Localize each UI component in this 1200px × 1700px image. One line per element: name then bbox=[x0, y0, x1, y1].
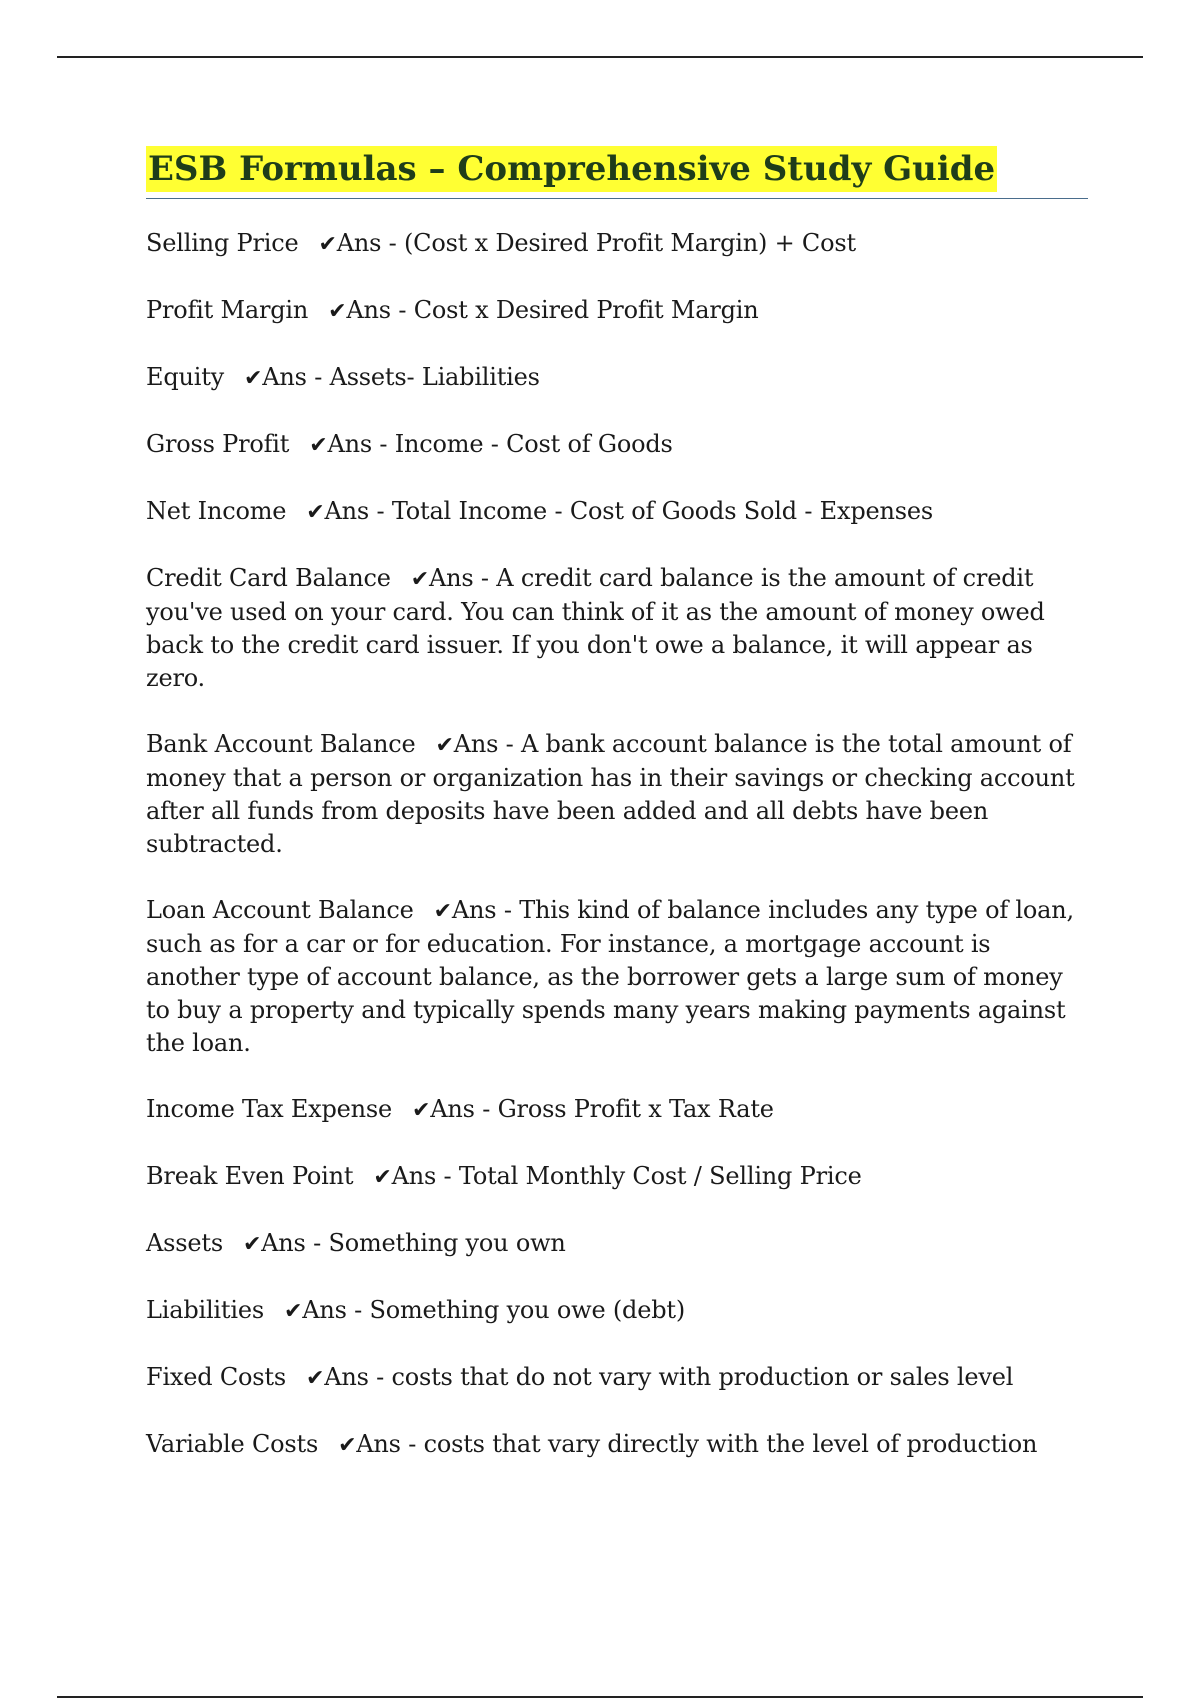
title-block bbox=[146, 146, 1088, 199]
list-item bbox=[146, 495, 1088, 529]
entry-term: Assets bbox=[146, 1229, 223, 1257]
list-item bbox=[146, 894, 1088, 1060]
list-item bbox=[146, 1227, 1088, 1261]
ans-label: Ans bbox=[356, 1430, 401, 1458]
ans-label: Ans bbox=[451, 896, 497, 924]
entry-definition: Something you own bbox=[328, 1229, 566, 1257]
entry-definition: Assets- Liabilities bbox=[329, 363, 540, 391]
entry-definition: Cost x Desired Profit Margin bbox=[413, 296, 759, 324]
entry-term: Selling Price bbox=[146, 229, 299, 257]
check-mark-icon: ✔ bbox=[338, 1433, 357, 1458]
entry-term: Fixed Costs bbox=[146, 1363, 286, 1391]
ans-label: Ans bbox=[391, 1162, 437, 1190]
separator: - bbox=[371, 430, 395, 458]
separator: - bbox=[474, 1095, 498, 1123]
list-item bbox=[146, 1160, 1088, 1194]
check-mark-icon: ✔ bbox=[433, 899, 452, 924]
separator: - bbox=[498, 730, 521, 758]
ans-label: Ans bbox=[262, 363, 307, 391]
entry-definition: Income - Cost of Goods bbox=[394, 430, 673, 458]
check-mark-icon: ✔ bbox=[242, 1232, 262, 1257]
entry-definition: Something you owe (debt) bbox=[369, 1296, 685, 1324]
entry-term: Net Income bbox=[146, 497, 287, 525]
check-mark-icon: ✔ bbox=[305, 1366, 325, 1391]
entry-definition: (Cost x Desired Profit Margin) + Cost bbox=[404, 229, 856, 257]
entry-definition: This kind of balance includes any type of loan, such as for a car or for education. For instance, a mortgage account is another type of account balance, as the borrower gets a large sum of money to buy a property and typically spends many years making payments against the loan. bbox=[146, 896, 1074, 1057]
entry-definition: Total Monthly Cost / Selling Price bbox=[458, 1162, 862, 1190]
ans-label: Ans bbox=[453, 730, 499, 758]
ans-label: Ans bbox=[428, 564, 474, 592]
separator: - bbox=[369, 497, 392, 525]
ans-label: Ans bbox=[430, 1095, 475, 1123]
list-item bbox=[146, 227, 1088, 261]
check-mark-icon: ✔ bbox=[373, 1165, 392, 1190]
separator: - bbox=[306, 363, 330, 391]
ans-label: Ans bbox=[336, 229, 382, 257]
ans-label: Ans bbox=[327, 430, 372, 458]
page-title: ESB Formulas – Comprehensive Study Guide bbox=[146, 146, 997, 192]
entry-term: Income Tax Expense bbox=[146, 1095, 393, 1123]
ans-label: Ans bbox=[302, 1296, 347, 1324]
entry-term: Credit Card Balance bbox=[146, 564, 391, 592]
entry-definition: Total Income - Cost of Goods Sold - Expenses bbox=[391, 497, 933, 525]
entry-term: Variable Costs bbox=[146, 1430, 319, 1458]
entry-definition: A bank account balance is the total amount of money that a person or organization has in their savings or checking account after all funds from deposits have been added and all debts have been subtracted. bbox=[146, 730, 1075, 858]
separator: - bbox=[436, 1162, 459, 1190]
document-body bbox=[146, 146, 1088, 1495]
check-mark-icon: ✔ bbox=[283, 1299, 303, 1324]
list-item bbox=[146, 1294, 1088, 1328]
separator: - bbox=[473, 564, 497, 592]
entry-term: Break Even Point bbox=[146, 1162, 354, 1190]
entry-term: Bank Account Balance bbox=[146, 730, 416, 758]
entry-term: Equity bbox=[146, 363, 225, 391]
page-bottom-rule bbox=[57, 1696, 1143, 1698]
ans-label: Ans bbox=[324, 1363, 369, 1391]
check-mark-icon: ✔ bbox=[412, 1098, 431, 1123]
check-mark-icon: ✔ bbox=[306, 500, 325, 525]
entry-definition: Gross Profit x Tax Rate bbox=[497, 1095, 774, 1123]
ans-label: Ans bbox=[324, 497, 370, 525]
list-item bbox=[146, 1361, 1088, 1395]
entry-definition: costs that vary directly with the level of production bbox=[423, 1430, 1038, 1458]
check-mark-icon: ✔ bbox=[435, 733, 454, 758]
separator: - bbox=[368, 1363, 392, 1391]
entry-term: Loan Account Balance bbox=[146, 896, 414, 924]
separator: - bbox=[305, 1229, 329, 1257]
separator: - bbox=[381, 229, 404, 257]
ans-label: Ans bbox=[261, 1229, 306, 1257]
list-item bbox=[146, 294, 1088, 328]
entry-definition: A credit card balance is the amount of credit you've used on your card. You can think of it as the amount of money owed back to the credit card issuer. If you don't owe a balance, it will appear as zero. bbox=[146, 564, 1045, 692]
separator: - bbox=[400, 1430, 424, 1458]
list-item bbox=[146, 728, 1088, 861]
entry-definition: costs that do not vary with production or sales level bbox=[391, 1363, 1014, 1391]
list-item bbox=[146, 361, 1088, 395]
list-item bbox=[146, 562, 1088, 695]
list-item bbox=[146, 1428, 1088, 1462]
check-mark-icon: ✔ bbox=[410, 567, 429, 592]
ans-label: Ans bbox=[346, 296, 391, 324]
list-item bbox=[146, 428, 1088, 462]
entry-term: Liabilities bbox=[146, 1296, 264, 1324]
list-item bbox=[146, 1093, 1088, 1127]
qa-list bbox=[146, 227, 1088, 1462]
check-mark-icon: ✔ bbox=[244, 366, 263, 391]
separator: - bbox=[346, 1296, 370, 1324]
check-mark-icon: ✔ bbox=[328, 299, 347, 324]
separator: - bbox=[496, 896, 520, 924]
entry-term: Profit Margin bbox=[146, 296, 309, 324]
check-mark-icon: ✔ bbox=[309, 433, 328, 458]
page-top-rule bbox=[57, 56, 1143, 58]
entry-term: Gross Profit bbox=[146, 430, 290, 458]
check-mark-icon: ✔ bbox=[318, 232, 337, 257]
separator: - bbox=[390, 296, 414, 324]
